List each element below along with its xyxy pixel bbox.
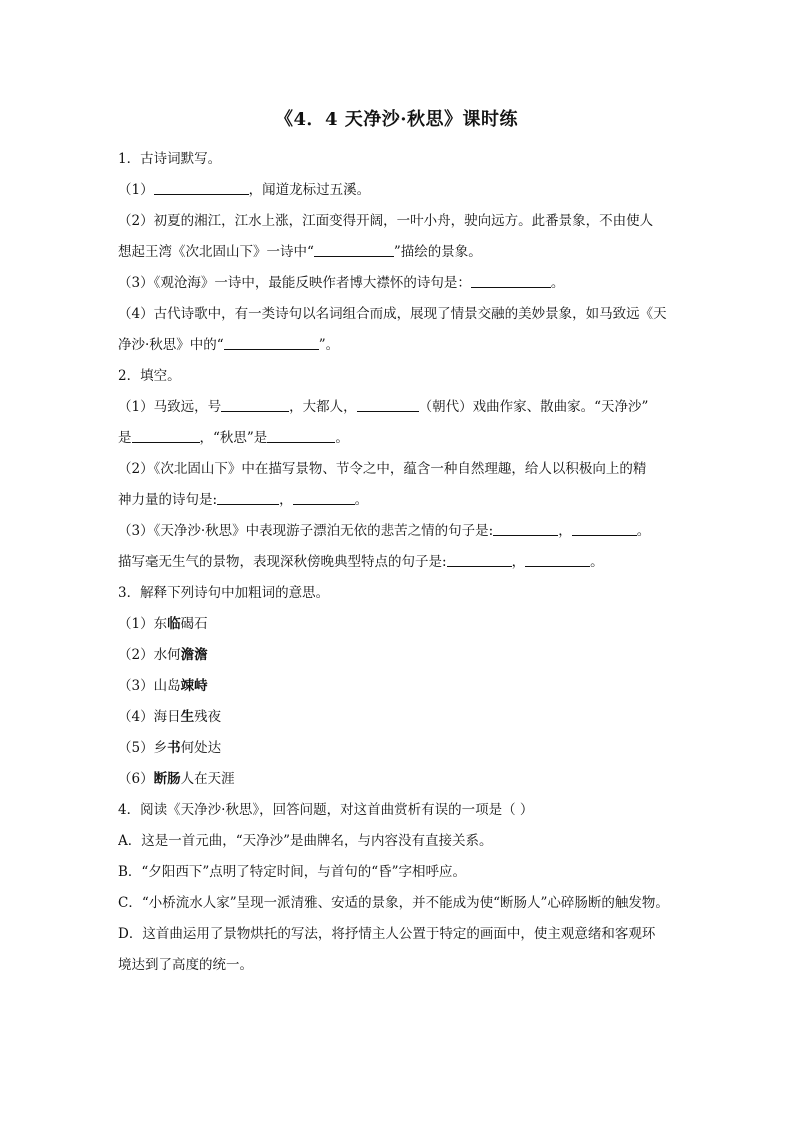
answer-blank[interactable] xyxy=(572,521,637,536)
q2-part2-text: 神力量的诗句是: xyxy=(118,492,218,508)
q3-item-text: 碣石 xyxy=(180,616,208,632)
q2-part1-text: （1）马致远，号 xyxy=(118,399,222,415)
q3-item-text: 人在天涯 xyxy=(180,771,235,787)
q2-part1-text: ，大都人， xyxy=(289,399,357,415)
q4-option-b[interactable]: B．“夕阳西下”点明了特定时间，与首句的“昏”字相呼应。 xyxy=(118,864,467,880)
q2-part1-text: （朝代）戏曲作家、散曲家。“天净沙” xyxy=(418,399,649,415)
q2-part1-line2 xyxy=(118,423,680,454)
q2-part3-suffix: 。 xyxy=(590,554,604,570)
answer-blank[interactable] xyxy=(314,242,394,257)
q1-part4-line1: （4）古代诗歌中，有一类诗句以名词组合而成，展现了情景交融的美妙景象，如马致远《天 xyxy=(118,306,667,322)
q3-item-text: （3）山岛 xyxy=(118,678,181,694)
q2-part2-comma: ， xyxy=(279,492,293,508)
q1-part2-line1: （2）初夏的湘江，江水上涨，江面变得开阔，一叶小舟，驶向远方。此番景象，不由使人 xyxy=(118,213,654,229)
answer-blank[interactable] xyxy=(525,552,590,567)
q2-part3-text: （3）《天净沙·秋思》中表现游子漂泊无依的悲苦之情的句子是: xyxy=(118,523,494,539)
q3-item-text: （1）东 xyxy=(118,616,168,632)
q4-option-c[interactable]: C．“小桥流水人家”呈现一派清雅、安适的景象，并不能成为使“断肠人”心碎肠断的触发物。 xyxy=(118,895,669,911)
q3-item-2 xyxy=(118,640,680,671)
answer-blank[interactable] xyxy=(154,180,249,195)
q3-item-text: （4）海日 xyxy=(118,709,181,725)
q3-item-text: （6） xyxy=(118,771,154,787)
q3-bold-word: 临 xyxy=(167,616,181,632)
q2-part1-text: 。 xyxy=(335,430,349,446)
q4-option-d-line2[interactable]: 境达到了高度的统一。 xyxy=(118,957,253,973)
q4-option-d-line1[interactable]: D．这首曲运用了景物烘托的写法，将抒情主人公置于特定的画面中，使主观意绪和客观环 xyxy=(118,926,656,942)
answer-blank[interactable] xyxy=(493,521,558,536)
q3-item-text: 何处达 xyxy=(180,740,222,756)
answer-blank[interactable] xyxy=(357,397,419,412)
q3-bold-word: 竦峙 xyxy=(180,678,208,694)
q3-heading: 3．解释下列诗句中加粗词的意思。 xyxy=(118,585,330,601)
q2-part1-text: 是 xyxy=(118,430,132,446)
q3-item-1 xyxy=(118,609,680,640)
q1-part3-text: （3）《观沧海》一诗中，最能反映作者博大襟怀的诗句是： xyxy=(118,275,471,291)
answer-blank[interactable] xyxy=(267,428,335,443)
q3-bold-word: 生 xyxy=(180,709,195,725)
q3-item-3 xyxy=(118,671,680,702)
q2-part3-suffix: 。 xyxy=(636,523,651,539)
exercise-content xyxy=(118,144,680,981)
q1-part4-line2 xyxy=(118,330,680,361)
q1-part2-line2 xyxy=(118,237,680,268)
q3-bold-word: 书 xyxy=(167,740,181,756)
answer-blank[interactable] xyxy=(224,335,319,350)
q3-item-6 xyxy=(118,764,680,795)
q3-bold-word: 澹澹 xyxy=(180,647,208,663)
q3-item-text: 残夜 xyxy=(194,709,222,725)
q2-heading: 2．填空。 xyxy=(118,368,181,384)
q2-part1-text: ，“秋思”是 xyxy=(199,430,268,446)
answer-blank[interactable] xyxy=(293,490,355,505)
q2-part3-line2 xyxy=(118,547,680,578)
q1-part2-text: 想起王湾《次北固山下》一诗中“ xyxy=(118,244,314,260)
answer-blank[interactable] xyxy=(132,428,200,443)
q3-bold-word: 断肠 xyxy=(153,771,181,787)
q4-heading: 4．阅读《天净沙·秋思》，回答问题，对这首曲赏析有误的一项是（ ） xyxy=(118,802,534,818)
answer-blank[interactable] xyxy=(217,490,279,505)
q2-part2-line2 xyxy=(118,485,680,516)
q1-part2-suffix: ”描绘的景象。 xyxy=(393,244,482,260)
q2-part3-line1 xyxy=(118,516,680,547)
q2-part2-suffix: 。 xyxy=(354,492,369,508)
q1-part1-prefix: （1） xyxy=(118,182,154,198)
q3-item-text: （5）乡 xyxy=(118,740,168,756)
q3-item-text: （2）水何 xyxy=(118,647,181,663)
q2-part3-comma: ， xyxy=(558,523,572,539)
q2-part1-line1 xyxy=(118,392,680,423)
q2-part2-line1: （2）《次北固山下》中在描写景物、节令之中，蕴含一种自然理趣，给人以积极向上的精 xyxy=(118,461,647,477)
answer-blank[interactable] xyxy=(471,273,551,288)
q4-option-a[interactable]: A．这是一首元曲，“天净沙”是曲牌名，与内容没有直接关系。 xyxy=(118,833,493,849)
q1-part3 xyxy=(118,268,680,299)
page-title: 《4．4 天净沙·秋思》课时练 xyxy=(274,109,519,130)
answer-blank[interactable] xyxy=(221,397,289,412)
q2-part3-comma: ， xyxy=(511,554,526,570)
q3-item-5 xyxy=(118,733,680,764)
q1-part3-suffix: 。 xyxy=(550,275,565,291)
q1-heading: 1．古诗词默写。 xyxy=(118,151,222,167)
answer-blank[interactable] xyxy=(447,552,512,567)
q1-part4-text: 净沙·秋思》中的“ xyxy=(118,337,224,353)
q1-part1 xyxy=(118,175,680,206)
q3-item-4 xyxy=(118,702,680,733)
q1-part4-suffix: ”。 xyxy=(318,337,340,353)
q2-part3-text: 描写毫无生气的景物，表现深秋傍晚典型特点的句子是: xyxy=(118,554,447,570)
q1-part1-text: ，闻道龙标过五溪。 xyxy=(248,182,371,198)
